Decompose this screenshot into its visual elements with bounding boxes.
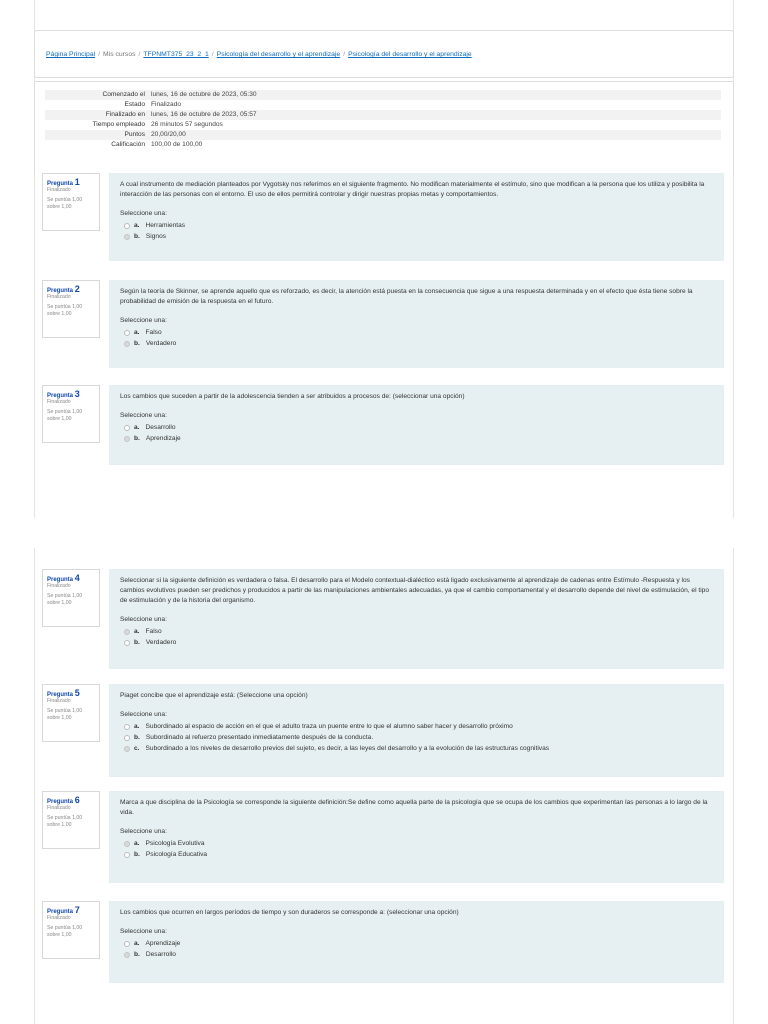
radio-button[interactable] (124, 640, 130, 646)
answer-text: Aprendizaje (145, 435, 181, 442)
question-number: Pregunta 2 (47, 284, 80, 294)
breadcrumb (46, 51, 472, 58)
select-prompt: Seleccione una: (120, 928, 167, 935)
question-grade: Se puntúa 1,00 (47, 925, 83, 931)
question-grade-max: sobre 1,00 (47, 311, 72, 317)
answer-option[interactable] (120, 422, 713, 433)
summary-row (45, 90, 721, 100)
answer-letter: b. (134, 340, 140, 347)
summary-value: 100,00 de 100,00 (151, 141, 203, 148)
answer-text: Herramientas (145, 222, 186, 229)
question-info (42, 901, 100, 959)
question-state: Finalizado (47, 915, 71, 921)
question-content (109, 901, 724, 983)
question-content (109, 791, 724, 883)
question-content (109, 569, 724, 669)
question-grade-max: sobre 1,00 (47, 204, 72, 210)
select-prompt: Seleccione una: (120, 210, 167, 217)
answer-text: Falso (145, 628, 162, 635)
radio-button[interactable] (124, 735, 130, 741)
answer-option[interactable] (120, 938, 713, 949)
answer-option[interactable] (120, 637, 713, 648)
answer-text: Psicología Evolutiva (145, 840, 205, 847)
breadcrumb-section-link[interactable]: Psicología del desarrollo y el aprendizaje (216, 51, 341, 58)
answer-letter: a. (134, 940, 140, 947)
question-state: Finalizado (47, 698, 71, 704)
question-info (42, 791, 100, 849)
question-text: A cual instrumento de mediación planteados por Vygotsky nos referimos en el siguiente fragmento. No modifican materialmente el estímulo, sino que modifican a la persona que los utiliza y posibilita la interacción de las personas con el entorno. El uso de ellos permitirá controlar y dirigir nuestras propias metas y comportamientos. (120, 181, 705, 198)
question-state: Finalizado (47, 294, 71, 300)
answer-text: Desarrollo (145, 424, 176, 431)
page-border-right (733, 0, 734, 518)
question-content (109, 385, 724, 465)
select-prompt: Seleccione una: (120, 412, 167, 419)
answer-text: Subordinado al refuerzo presentado inmediatamente después de la conducta. (145, 734, 374, 741)
question-info (42, 684, 100, 742)
radio-button[interactable] (124, 841, 130, 847)
page-sheet-2 (34, 548, 734, 1024)
answer-letter: a. (134, 840, 140, 847)
question-number: Pregunta 7 (47, 905, 80, 915)
answer-option[interactable] (120, 231, 713, 242)
radio-button[interactable] (124, 629, 130, 635)
answer-text: Aprendizaje (145, 940, 181, 947)
summary-value: lunes, 16 de octubre de 2023, 05:30 (151, 91, 257, 98)
summary-row (45, 140, 721, 150)
breadcrumb-course-link[interactable]: TFPNMT375_23_2_1 (143, 51, 209, 58)
breadcrumb-box (34, 30, 734, 78)
answer-letter: c. (134, 745, 140, 752)
summary-value: Finalizado (151, 101, 182, 108)
question-info (42, 385, 100, 443)
question-number: Pregunta 5 (47, 688, 80, 698)
radio-button[interactable] (124, 223, 130, 229)
question-state: Finalizado (47, 805, 71, 811)
breadcrumb-my-courses[interactable]: Mis cursos (103, 51, 136, 58)
answer-option[interactable] (120, 732, 713, 743)
question-info (42, 280, 100, 338)
page-border-right (733, 548, 734, 1024)
radio-button[interactable] (124, 852, 130, 858)
question-state: Finalizado (47, 187, 71, 193)
breadcrumb-separator: / (98, 51, 101, 58)
answer-text: Subordinado al espacio de acción en el que el adulto traza un puente entre lo que el alumno saber hacer y desarrollo próximo (145, 723, 513, 730)
attempt-summary-table (45, 90, 721, 150)
summary-label: Finalizado en (105, 111, 145, 118)
question-state: Finalizado (47, 399, 71, 405)
radio-button[interactable] (124, 746, 130, 752)
answer-letter: a. (134, 628, 140, 635)
question-number: Pregunta 6 (47, 795, 80, 805)
summary-value: lunes, 16 de octubre de 2023, 05:57 (151, 111, 257, 118)
answer-option[interactable] (120, 721, 713, 732)
answer-option[interactable] (120, 220, 713, 231)
answer-text: Falso (145, 329, 162, 336)
question-number: Pregunta 1 (47, 177, 80, 187)
summary-label: Estado (124, 101, 145, 108)
question-grade: Se puntúa 1,00 (47, 708, 83, 714)
answer-letter: b. (134, 734, 140, 741)
question-grade: Se puntúa 1,00 (47, 409, 83, 415)
question-grade-max: sobre 1,00 (47, 822, 72, 828)
answer-letter: b. (134, 851, 140, 858)
breadcrumb-separator: / (211, 51, 214, 58)
answer-letter: a. (134, 424, 140, 431)
radio-button[interactable] (124, 952, 130, 958)
question-number: Pregunta 4 (47, 573, 80, 583)
question-content (109, 684, 724, 777)
answer-letter: a. (134, 222, 140, 229)
select-prompt: Seleccione una: (120, 616, 167, 623)
answer-letter: a. (134, 723, 140, 730)
question-text: Los cambios que suceden a partir de la adolescencia tienden a ser atribuidos a procesos de: (seleccionar una opción) (120, 393, 465, 400)
question-info (42, 569, 100, 627)
summary-value: 20,00/20,00 (151, 131, 186, 138)
question-text: Piaget concibe que el aprendizaje está: (Seleccione una opción) (120, 692, 308, 699)
question-content (109, 173, 724, 261)
attempt-summary (34, 81, 734, 174)
page-sheet-1 (34, 0, 734, 518)
select-prompt: Seleccione una: (120, 317, 167, 324)
summary-row (45, 100, 721, 110)
radio-button[interactable] (124, 341, 130, 347)
answer-text: Signos (145, 233, 167, 240)
answer-option[interactable] (120, 743, 713, 754)
breadcrumb-quiz-link[interactable]: Psicología del desarrollo y el aprendizaje (348, 51, 472, 58)
question-info (42, 173, 100, 231)
summary-label: Calificación (111, 141, 145, 148)
answer-option[interactable] (120, 327, 713, 338)
question-number: Pregunta 3 (47, 389, 80, 399)
answer-letter: b. (134, 435, 140, 442)
question-grade: Se puntúa 1,00 (47, 304, 83, 310)
select-prompt: Seleccione una: (120, 711, 167, 718)
page-border-left (34, 548, 35, 1024)
question-text: Los cambios que ocurren en largos períodos de tiempo y son duraderos se corresponde a: (seleccionar una opción) (120, 909, 459, 916)
radio-button[interactable] (124, 436, 130, 442)
question-text: Seleccionar si la siguiente definición es verdadera o falsa. El desarrollo para el Modelo contextual-dialéctico está ligado exclusivamente al aprendizaje de cadenas entre Estímulo -Respuesta y los cambios evolutivos pueden ser predichos y producidos a partir de las manipulaciones ambientales adecuadas, ya que el cambio comportamental y el desarrollo depende del nivel de estimulación, el tipo de estimulación y de la historia del organismo. (120, 577, 710, 604)
summary-label: Puntos (124, 131, 145, 138)
answer-letter: b. (134, 951, 140, 958)
breadcrumb-home-link[interactable]: Página Principal (46, 51, 96, 58)
question-grade: Se puntúa 1,00 (47, 197, 83, 203)
answer-text: Subordinado a los niveles de desarrollo previos del sujeto, es decir, a las leyes del desarrollo y a la evolución de las estructuras cognitivas (145, 745, 550, 752)
answer-option[interactable] (120, 338, 713, 349)
question-grade: Se puntúa 1,00 (47, 815, 83, 821)
answer-option[interactable] (120, 838, 713, 849)
question-state: Finalizado (47, 583, 71, 589)
answer-text: Psicología Educativa (145, 851, 208, 858)
question-text: Según la teoría de Skinner, se aprende aquello que es reforzado, es decir, la atención está puesta en la consecuencia que sigue a una respuesta determinada y en el efecto que ésta tiene sobre la probabilidad de emisión de la respuesta en el futuro. (120, 288, 693, 305)
question-text: Marca a que disciplina de la Psicología se corresponde la siguiente definición:Se define como aquella parte de la psicología que se ocupa de los cambios que experimentan las personas a lo largo de la vida. (120, 799, 708, 816)
summary-row (45, 110, 721, 120)
answer-option[interactable] (120, 433, 713, 444)
summary-row (45, 120, 721, 130)
question-content (109, 280, 724, 368)
question-grade-max: sobre 1,00 (47, 416, 72, 422)
radio-button[interactable] (124, 941, 130, 947)
answer-option[interactable] (120, 949, 713, 960)
radio-button[interactable] (124, 724, 130, 730)
question-grade-max: sobre 1,00 (47, 600, 72, 606)
breadcrumb-separator: / (343, 51, 346, 58)
question-grade: Se puntúa 1,00 (47, 593, 83, 599)
summary-value: 26 minutos 57 segundos (151, 121, 223, 128)
question-grade-max: sobre 1,00 (47, 715, 72, 721)
answer-option[interactable] (120, 626, 713, 637)
summary-row (45, 130, 721, 140)
answer-text: Verdadero (145, 639, 177, 646)
answer-text: Desarrollo (145, 951, 176, 958)
radio-button[interactable] (124, 425, 130, 431)
radio-button[interactable] (124, 234, 130, 240)
summary-label: Comenzado el (102, 91, 145, 98)
breadcrumb-separator: / (138, 51, 141, 58)
summary-label: Tiempo empleado (92, 121, 145, 128)
radio-button[interactable] (124, 330, 130, 336)
select-prompt: Seleccione una: (120, 828, 167, 835)
answer-option[interactable] (120, 849, 713, 860)
answer-text: Verdadero (145, 340, 177, 347)
answer-letter: a. (134, 329, 140, 336)
answer-letter: b. (134, 639, 140, 646)
answer-letter: b. (134, 233, 140, 240)
question-grade-max: sobre 1,00 (47, 932, 72, 938)
